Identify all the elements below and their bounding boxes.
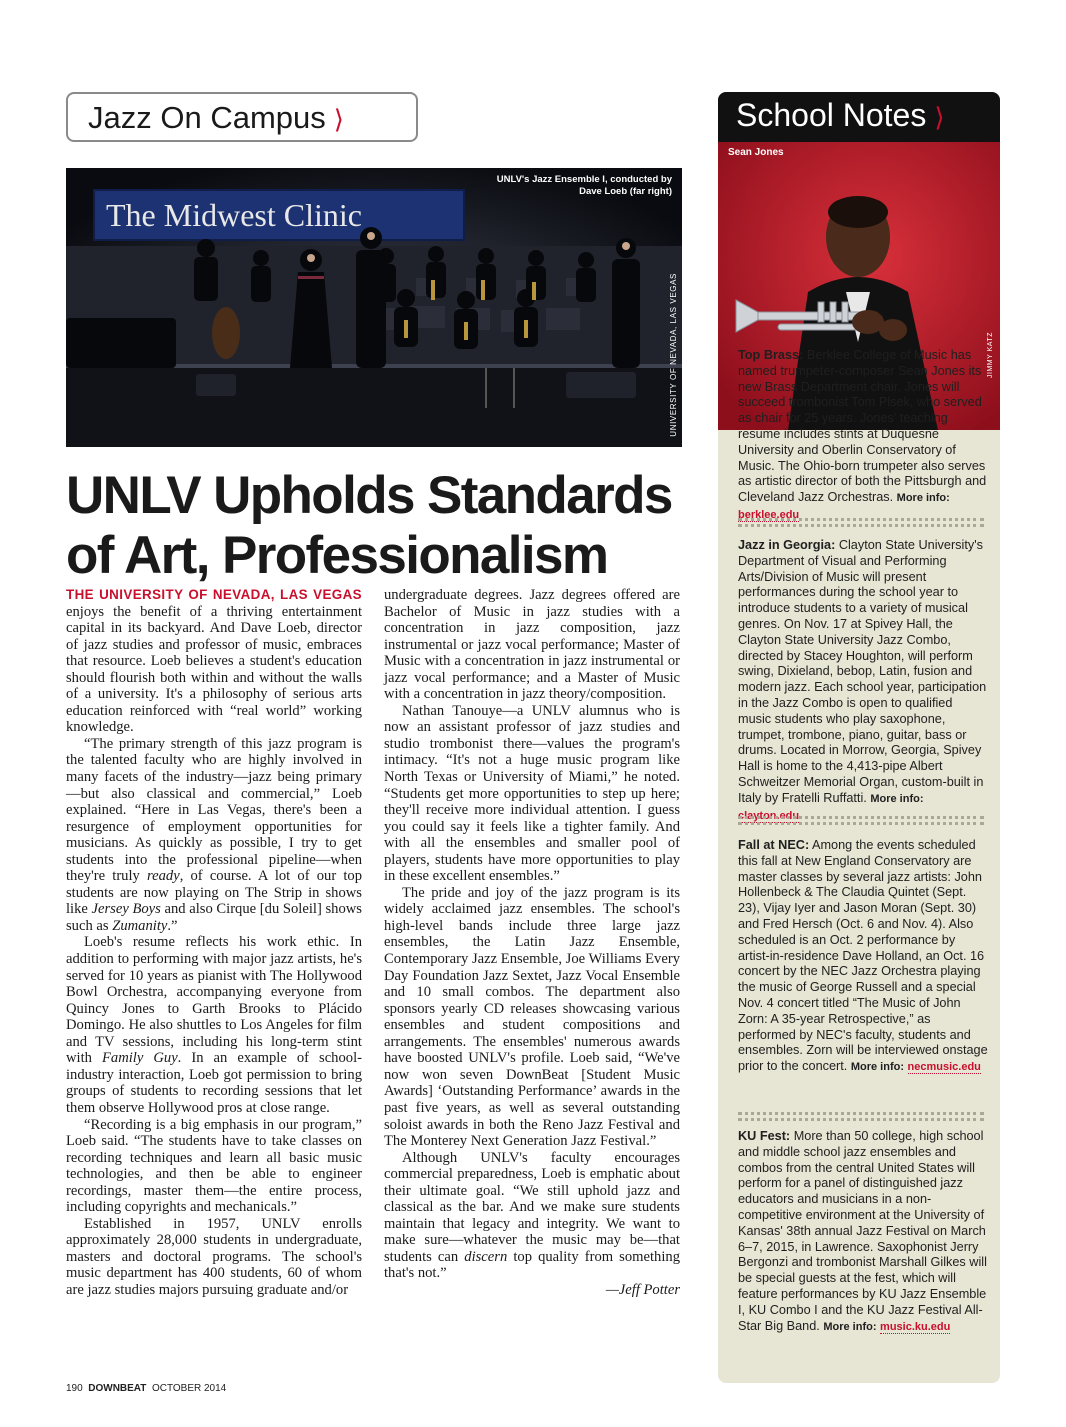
divider — [738, 524, 984, 527]
article-column-1 — [66, 587, 362, 1299]
paragraph: Loeb's resume reflects his work ethic. In addition to performing with major jazz artists, he's served for 10 years as pianist with The Hollywood Bowl Orchestra, accompanying everyone from Quincy Jones to Garth Brooks to Plácido Domingo. He also shuttles to Los Angeles for film and TV sessions, including his long-term stint with Family Guy. In an example of school-industry interaction, Loeb got permission to bring groups of students to recording sessions that let them observe Hollywood pros at close range. — [66, 934, 362, 1116]
photo-credit: JIMMY KATZ — [987, 332, 994, 378]
note-top-brass: Top Brass: Berklee College of Music has named trumpeter-composer Sean Jones its new Brass Department chair. Jones will succeed trombonist Tom Plsek, who served as chair for 25 years. Jones' teaching resume includes stints at Duquesne University and Oberlin Conservatory of Music. The Ohio-born trumpeter also serves as artistic director of both the Pittsburgh and Cleveland Jazz Orchestras. More info: berklee.edu — [738, 348, 987, 521]
paragraph: undergraduate degrees. Jazz degrees offered are Bachelor of Music in jazz studies with a concentration in jazz composition, jazz instrumental or jazz vocal performance; Master of Music with a concentration in jazz instrumental or jazz vocal performance; and a Master of Music with a concentration in jazz theory/composition. — [384, 587, 680, 703]
link-clayton[interactable]: clayton.edu — [738, 809, 800, 822]
link-music-ku[interactable]: music.ku.edu — [880, 1320, 951, 1333]
sidebar-title: School Notes ⟩ — [736, 97, 945, 133]
paragraph: Although UNLV's faculty encourages commercial preparedness, Loeb is emphatic about their ultimate goal. “We still uphold jazz and classical as the bar. And we make sure students maintain that legacy and integrity. We want to make sure—whatever the music may be—that students can discern top quality from something that's not.” — [384, 1149, 680, 1282]
chevron-right-icon: ⟩ — [333, 105, 344, 135]
note-fall-at-nec: Fall at NEC: Among the events scheduled this fall at New England Conservatory are master classes by several jazz artists: John Hollenbeck & The Claudia Quintet (Sept. 23), Vijay Iyer and Jason Moran (Sept. 30) and Fred Hersch (Oct. 6 and Nov. 4). Also scheduled is an Oct. 2 performance by artist-in-residence Dave Holland, an Oct. 16 concert by the NEC Jazz Orchestra playing the music of George Russell and a special Nov. 4 concert titled “The Music of John Zorn: A 35-year Retrospective,” as performed by NEC's faculty, students and ensembles. Zorn will be interviewed onstage prior to the concert. More info: necmusic.edu — [738, 838, 988, 1074]
paragraph: Established in 1957, UNLV enrolls approximately 28,000 students in undergraduate, masters and doctoral programs. The school's music department has 400 students, 60 of whom are jazz studies majors pursuing graduate and/or — [66, 1215, 362, 1298]
section-tab — [66, 92, 418, 142]
magazine-name: DOWNBEAT — [88, 1383, 147, 1394]
page-number: 190 — [66, 1383, 83, 1394]
divider — [738, 816, 984, 819]
photo-caption: UNLV's Jazz Ensemble I, conducted by Dave Loeb (far right) — [496, 174, 672, 197]
sidebar-header — [718, 92, 1000, 142]
photo-label: Sean Jones — [728, 147, 784, 158]
page-footer — [66, 1383, 226, 1394]
hero-photo — [66, 168, 682, 447]
lead-in: THE UNIVERSITY OF NEVADA, LAS VEGAS — [66, 587, 362, 602]
paragraph: “Recording is a big emphasis in our program,” Loeb said. “The students have to take classes on recording techniques and learn all basic music technologies, and then be able to engineer recordings, master them—the entire process, including copyrights and mechanicals.” — [66, 1116, 362, 1216]
paragraph: THE UNIVERSITY OF NEVADA, LAS VEGAS enjoys the benefit of a thriving entertainment capital in its backyard. And Dave Loeb, director of jazz studies and professor of music, embraces that resource. Loeb believes a student's education should flourish both within and without the walls of a university. It's a philosophy of serious arts education reinforced with “real world” working knowledge. — [66, 587, 362, 736]
byline: —Jeff Potter — [605, 1281, 680, 1298]
paragraph: Nathan Tanouye—a UNLV alumnus who is now an assistant professor of jazz studies and studio trombonist there—values the program's intimacy. “It's not a huge music program like North Texas or University of Miami,” he noted. “Students get more opportunities to step up here; they'll receive more individual attention. I guess you could say it feels like a tighter family. And with all the ensembles and smaller pool of players, students have more opportunities to play in these excellent ensembles.” — [384, 702, 680, 885]
divider — [738, 518, 984, 521]
concert-illustration — [66, 168, 682, 447]
paragraph: “The primary strength of this jazz program is the talented faculty who are highly involved in many facets of the industry—jazz being primary—but also classical and commercial,” Loeb explained. “Here in Las Vegas, there's been a resurgence of employment opportunities for musicians. As quickly as possible, I try to get students into the professional pipeline—when they're truly ready, of course. A lot of our top students are now playing on The Strip in shows like Jersey Boys and also Cirque [du Soleil] shows such as Zumanity.” — [66, 735, 362, 934]
divider — [738, 1118, 984, 1121]
article-headline: UNLV Upholds Standards of Art, Professionalism — [66, 466, 672, 585]
note-ku-fest: KU Fest: More than 50 college, high school and middle school jazz ensembles and combos from the central United States will perform for a panel of distinguished jazz educators and musicians in a non-competitive environment at the University of Kansas' 38th annual Jazz Festival on March 6–7, 2015, in Lawrence. Saxophonist Jerry Bergonzi and trombonist Marshall Gilkes will be special guests at the fest, which will feature performances by KU Jazz Ensemble I, KU Combo I and the KU Jazz Festival All-Star Big Band. More info: music.ku.edu — [738, 1129, 987, 1333]
issue-date: OCTOBER 2014 — [151, 1383, 227, 1394]
photo-credit: UNIVERSITY OF NEVADA, LAS VEGAS — [669, 273, 678, 437]
link-berklee[interactable]: berklee.edu — [738, 508, 800, 521]
link-necmusic[interactable]: necmusic.edu — [907, 1061, 981, 1074]
paragraph: The pride and joy of the jazz program is its widely acclaimed jazz ensembles. The school's high-level bands include three large jazz ensembles, the Latin Jazz Ensemble, Contemporary Jazz Ensemble, Joe Williams Every Day Foundation Jazz Sextet, Jazz Vocal Ensemble and 10 small combos. The department also sponsors yearly CD releases showcasing various ensembles and student compositions and arrangements. The ensembles' numerous awards have boosted UNLV's profile. Loeb said, “We've now won seven DownBeat [Student Music Awards] ‘Outstanding Performance’ awards in the past five years, as well as several outstanding soloist awards in both the Reno Jazz Festival and The Monterey Next Generation Jazz Festival.” — [384, 884, 680, 1150]
chevron-right-icon: ⟩ — [934, 103, 945, 133]
divider — [738, 822, 984, 825]
article-column-2 — [384, 587, 680, 1299]
school-notes-sidebar — [718, 92, 1000, 1383]
banner-text: The Midwest Clinic — [106, 197, 362, 233]
note-jazz-in-georgia: Jazz in Georgia: Clayton State University's Department of Visual and Performing Arts/Division of Music will present performances during the school year to introduce students to a variety of musical genres. On Nov. 17 at Spivey Hall, the Clayton State University Jazz Combo, directed by Stacey Houghton, will perform swing, Dixieland, bebop, Latin, fusion and modern jazz. Each school year, participation in the Jazz Combo is open to qualified music students who play saxophone, trumpet, trombone, piano, guitar, bass or drums. Located in Morrow, Georgia, Spivey Hall is home to the 4,413-pipe Albert Schweitzer Memorial Organ, custom-built in Italy by Fratelli Ruffatti. More info: clayton.edu — [738, 538, 987, 822]
divider — [738, 1112, 984, 1115]
section-title: Jazz On Campus ⟩ — [88, 100, 344, 135]
